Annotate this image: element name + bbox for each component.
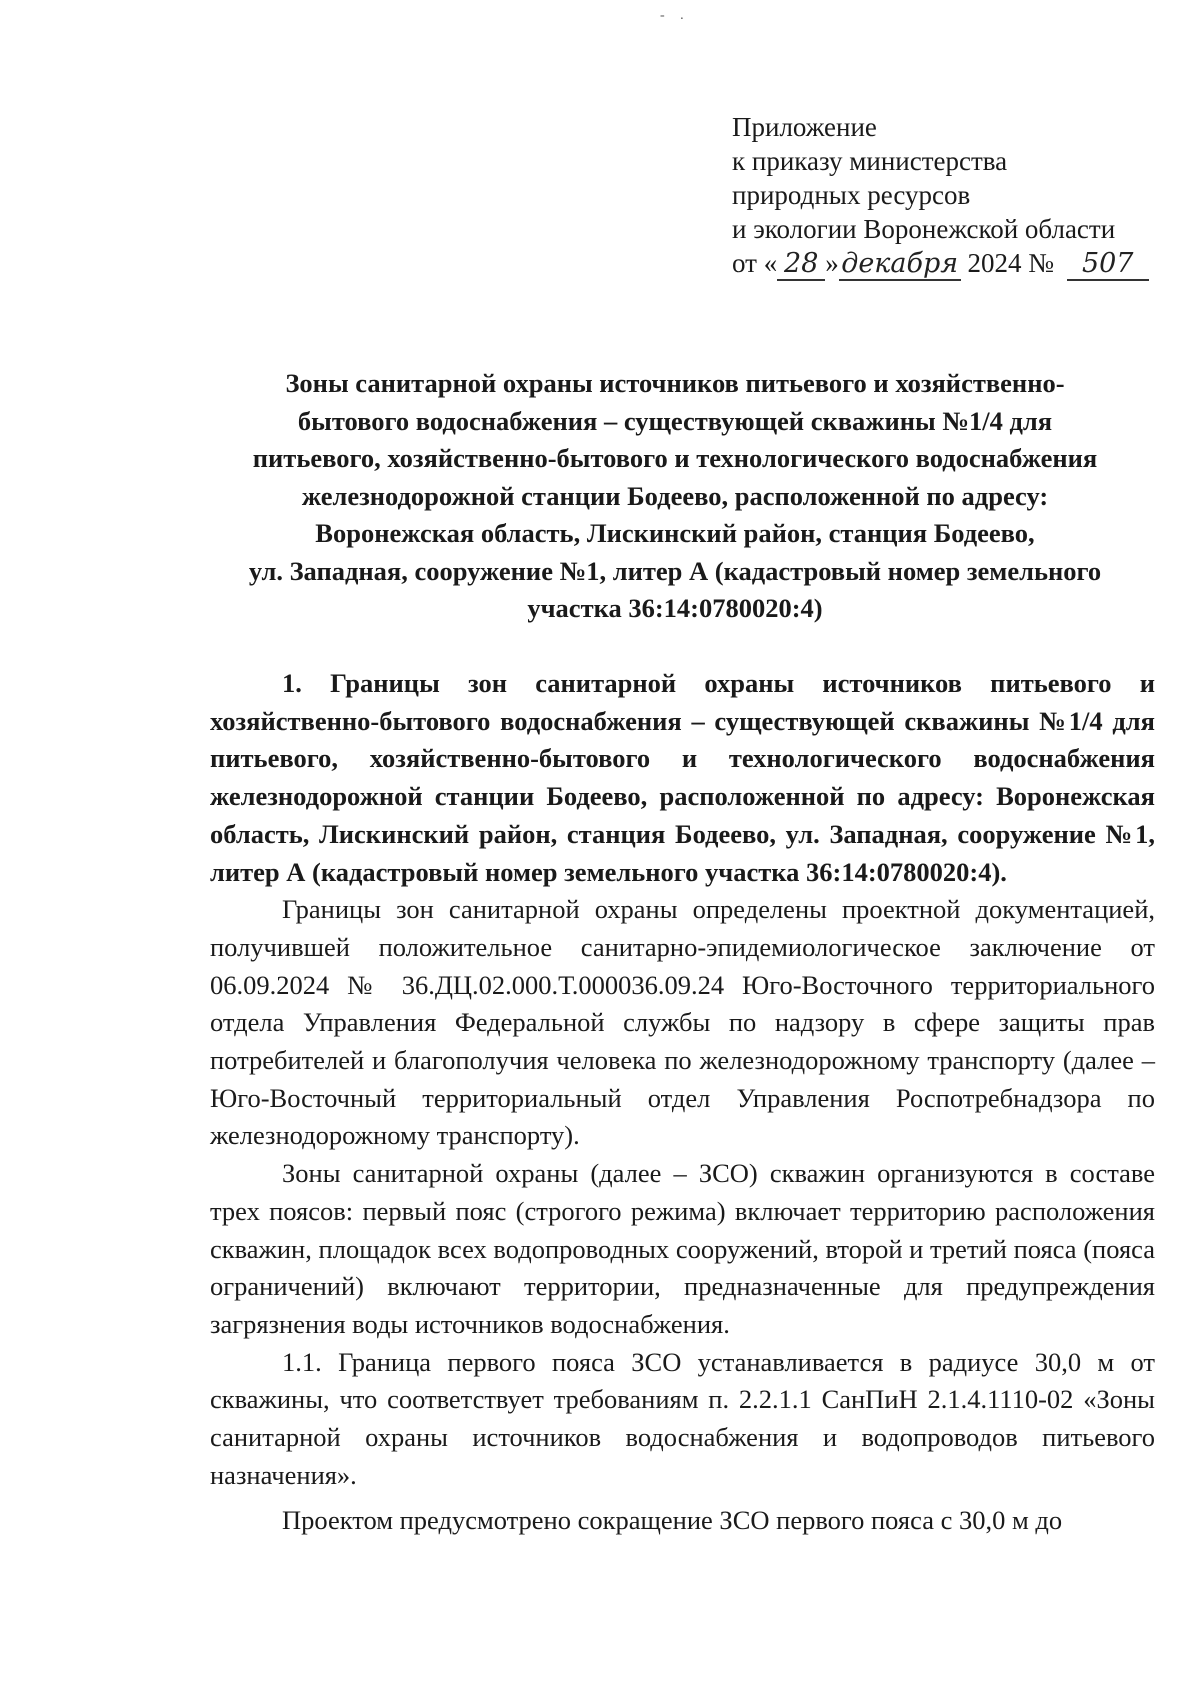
title-line: Воронежская область, Лискинский район, станция Бодеево,	[315, 518, 1035, 548]
title-line: Зоны санитарной охраны источников питьевого и хозяйственно-	[285, 368, 1065, 398]
paragraph: Зоны санитарной охраны (далее – ЗСО) скважин организуются в составе трех поясов: первый пояс (строгого режима) включает территорию расположения скважин, площадок всех водопроводных сооружений, второй и третий пояса (пояса ограничений) включают территории, предназначенные для предупреждения загрязнения воды источников водоснабжения.	[210, 1158, 1155, 1339]
paragraph: Проектом предусмотрено сокращение ЗСО первого пояса с 30,0 м до	[282, 1505, 1063, 1536]
title-line: питьевого, хозяйственно-бытового и технологического водоснабжения	[252, 443, 1098, 473]
date-mid: »	[825, 248, 839, 278]
title-line: бытового водоснабжения – существующей скважины №1/4 для	[297, 405, 1053, 436]
year-label: 2024 №	[960, 248, 1061, 278]
appendix-line: и экологии Воронежской области	[732, 214, 1116, 244]
date-prefix: от «	[732, 248, 778, 278]
appendix-line: природных ресурсов	[732, 180, 971, 210]
appendix-line: Приложение	[732, 112, 877, 142]
handwritten-day: 28	[777, 249, 825, 281]
title-line: ул. Западная, сооружение №1, литер А (кадастровый номер земельного	[248, 555, 1102, 586]
appendix-header	[732, 110, 1172, 281]
paragraph: 1.1. Граница первого пояса ЗСО устанавливается в радиусе 30,0 м от скважины, что соответствует требованиям п. 2.2.1.1 СанПиН 2.1.4.1110-02 «Зоны санитарной охраны источников водоснабжения и водопроводов питьевого назначения».	[210, 1346, 1155, 1490]
appendix-line: к приказу министерства	[732, 146, 1008, 176]
scan-mark: - .	[660, 8, 690, 23]
order-date-line	[732, 246, 1172, 281]
paragraph: Границы зон санитарной охраны определены проектной документацией, получившей положительное санитарно-эпидемиологическое заключение от 06.09.2024 № 36.ДЦ.02.000.Т.000036.09.24 Юго-Восточного территориального отдела Управления Федеральной службы по надзору в сфере защиты прав потребителей и благополучия человека по железнодорожному транспорту (далее – Юго-Восточный территориальный отдел Управления Роспотребнадзора по железнодорожному транспорту).	[210, 894, 1155, 1151]
title-line: участка 36:14:0780020:4)	[527, 593, 823, 623]
title-line: железнодорожной станции Бодеево, расположенной по адресу:	[301, 480, 1049, 511]
document-body	[210, 665, 1155, 1540]
handwritten-order-number: 507	[1067, 249, 1149, 281]
document-title	[205, 365, 1145, 628]
section-heading: 1. Границы зон санитарной охраны источников питьевого и хозяйственно-бытового водоснабжения – существующей скважины №1/4 для питьевого, хозяйственно-бытового и технологического водоснабжения железнодорожной станции Бодеево, расположенной по адресу: Воронежская область, Лискинский район, станция Бодеево, ул. Западная, сооружение №1, литер А (кадастровый номер земельного участка 36:14:0780020:4).	[210, 668, 1155, 887]
handwritten-month: декабря	[839, 249, 961, 281]
